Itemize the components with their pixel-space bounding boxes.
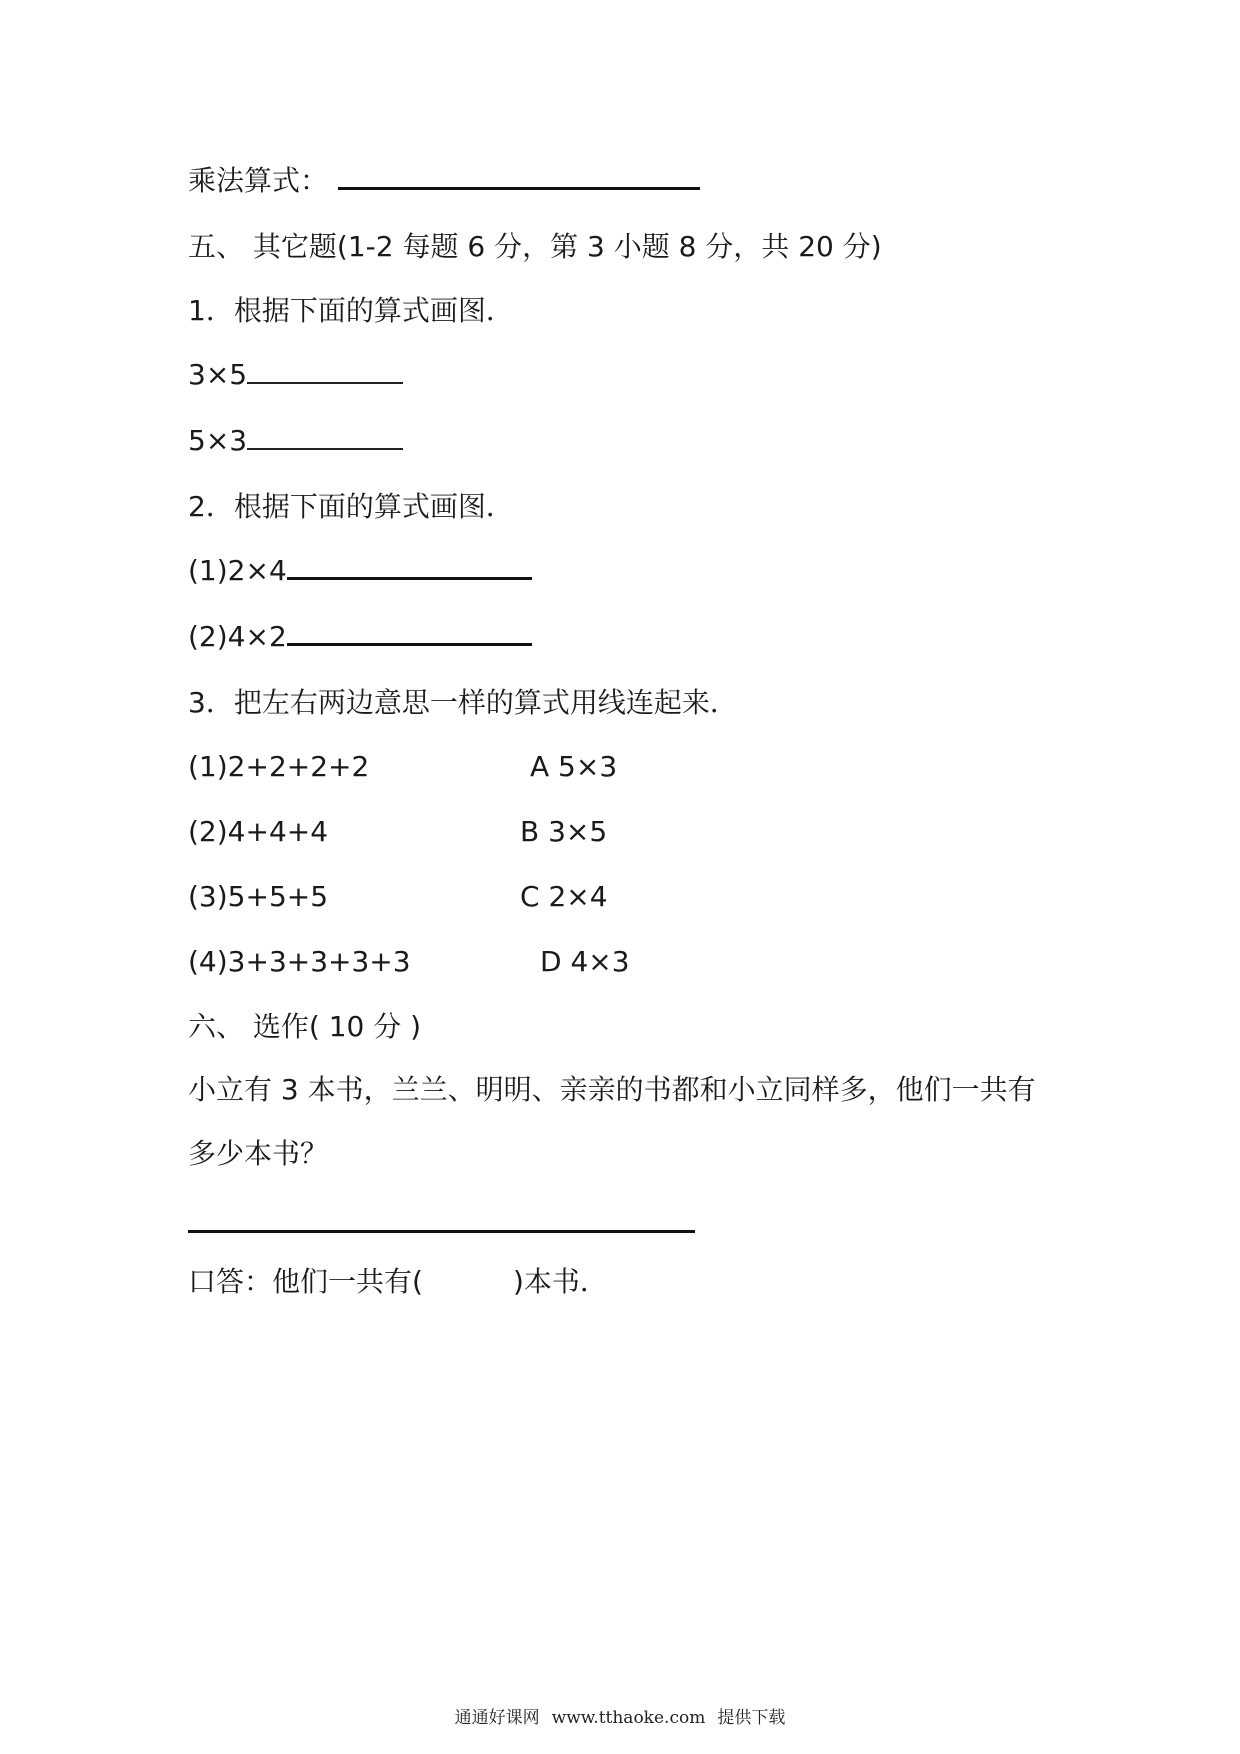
oral-answer-suffix: )本书．	[512, 1265, 608, 1298]
q1-item-blank[interactable]	[247, 360, 403, 384]
q2-title: 2．根据下面的算式画图．	[188, 490, 514, 523]
q3-left-item: (3)5+5+5	[188, 880, 329, 913]
q2-item-row	[188, 620, 532, 654]
q3-right-item: D 4×3	[540, 945, 630, 978]
q1-item-row	[188, 424, 403, 458]
q3-left-item: (1)2+2+2+2	[188, 750, 370, 783]
working-answer-line[interactable]	[188, 1230, 695, 1233]
page-footer	[0, 1703, 1240, 1728]
multiplication-label: 乘法算式：	[188, 164, 329, 197]
q3-right-item: C 2×4	[520, 880, 608, 913]
oral-answer-prefix: 口答：他们一共有(	[188, 1265, 423, 1298]
q2-item-expression: (2)4×2	[188, 620, 287, 653]
q2-item-blank[interactable]	[287, 555, 532, 580]
q3-left-item: (2)4+4+4	[188, 815, 329, 848]
footer-site-name: 通通好课网	[454, 1708, 540, 1728]
footer-url: www.tthaoke.com	[551, 1708, 706, 1728]
problem-text-line2: 多少本书？	[188, 1137, 329, 1170]
section5-heading: 五、 其它题(1-2 每题 6 分，第 3 小题 8 分，共 20 分)	[188, 230, 882, 263]
q1-item-blank[interactable]	[247, 426, 403, 450]
section6-heading: 六、 选作( 10 分 )	[188, 1010, 422, 1043]
q2-item-blank[interactable]	[287, 621, 532, 646]
q1-title: 1．根据下面的算式画图．	[188, 294, 514, 327]
oral-answer-row	[188, 1265, 608, 1299]
q2-item-expression: (1)2×4	[188, 554, 287, 587]
q3-right-item: B 3×5	[520, 815, 608, 848]
multiplication-expression-row	[188, 164, 700, 198]
q3-left-item: (4)3+3+3+3+3	[188, 945, 411, 978]
q1-item-expression: 3×5	[188, 358, 248, 391]
q3-title: 3．把左右两边意思一样的算式用线连起来．	[188, 686, 738, 719]
q3-right-item: A 5×3	[530, 750, 618, 783]
q1-item-row	[188, 358, 403, 392]
multiplication-answer-blank[interactable]	[338, 165, 700, 190]
q1-item-expression: 5×3	[188, 424, 248, 457]
q2-item-row	[188, 554, 532, 588]
problem-text-line1: 小立有 3 本书，兰兰、明明、亲亲的书都和小立同样多，他们一共有	[188, 1073, 1036, 1106]
footer-suffix: 提供下载	[717, 1708, 786, 1728]
